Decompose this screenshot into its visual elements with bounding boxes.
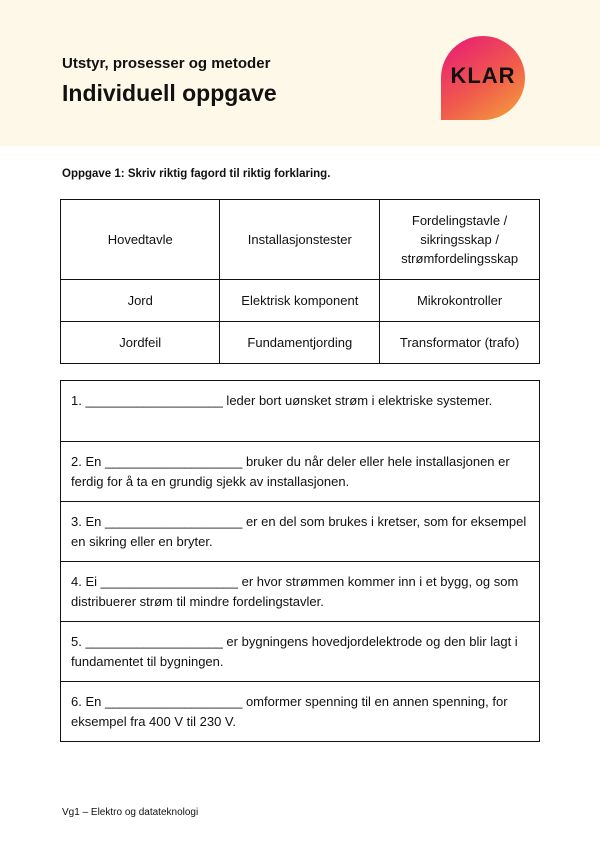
- sentence-item: 3. En ___________________ er en del som brukes i kretser, som for eksempel en sikring eller en bryter.: [61, 501, 539, 561]
- term-cell: Jord: [61, 280, 220, 322]
- term-row: [61, 322, 540, 364]
- term-cell: Mikrokontroller: [380, 280, 540, 322]
- term-cell: Elektrisk komponent: [220, 280, 380, 322]
- term-cell: Jordfeil: [61, 322, 220, 364]
- term-table: [60, 199, 540, 364]
- page-subtitle: Utstyr, prosesser og metoder: [62, 55, 271, 72]
- term-row: [61, 200, 540, 280]
- term-row: [61, 280, 540, 322]
- term-cell: Fundamentjording: [220, 322, 380, 364]
- sentence-list: [60, 380, 540, 742]
- term-cell: Transformator (trafo): [380, 322, 540, 364]
- sentence-item: 4. Ei ___________________ er hvor strømmen kommer inn i et bygg, og som distribuerer strøm til mindre fordelingstavler.: [61, 561, 539, 621]
- task-heading: Oppgave 1: Skriv riktig fagord til riktig forklaring.: [62, 168, 331, 180]
- page-footer: Vg1 – Elektro og datateknologi: [62, 807, 199, 818]
- sentence-item: 2. En ___________________ bruker du når deler eller hele installasjonen er ferdig for å ta en grundig sjekk av installasjonen.: [61, 441, 539, 501]
- term-cell: Fordelingstavle / sikringsskap / strømfordelingsskap: [380, 200, 540, 280]
- sentence-item: 6. En ___________________ omformer spenning til en annen spenning, for eksempel fra 400 V til 230 V.: [61, 681, 539, 741]
- klar-logo: [441, 36, 525, 120]
- page-title: Individuell oppgave: [62, 80, 277, 106]
- logo-text: KLAR: [450, 63, 516, 88]
- sentence-item: 5. ___________________ er bygningens hovedjordelektrode og den blir lagt i fundamentet til bygningen.: [61, 621, 539, 681]
- page-header: [0, 0, 600, 146]
- term-cell: Hovedtavle: [61, 200, 220, 280]
- sentence-item: 1. ___________________ leder bort uønsket strøm i elektriske systemer.: [71, 393, 493, 408]
- term-cell: Installasjonstester: [220, 200, 380, 280]
